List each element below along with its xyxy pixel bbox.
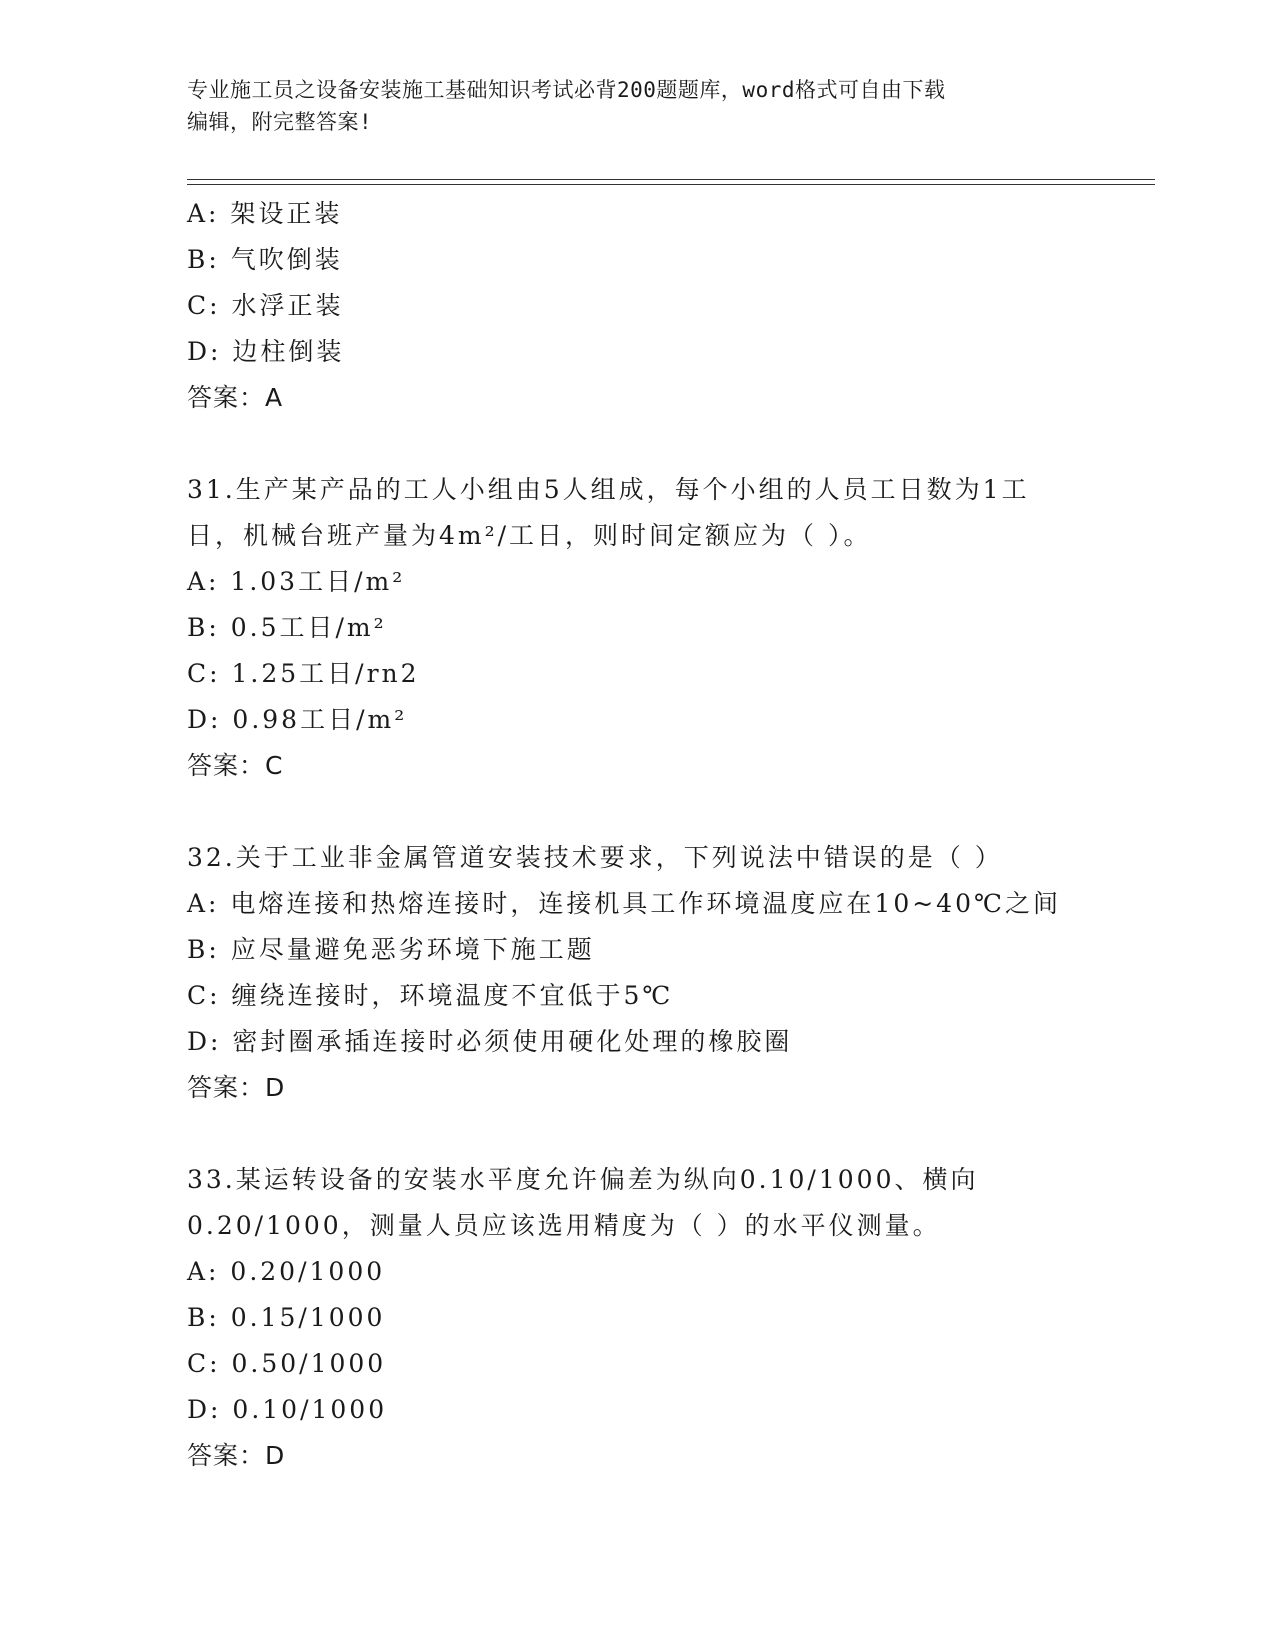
- header-line-2: 编辑，附完整答案!: [187, 110, 373, 134]
- option-b: B: 气吹倒装: [187, 245, 343, 274]
- question-32: [187, 835, 1147, 1111]
- option-a: A: 0.20/1000: [187, 1257, 386, 1286]
- option-a: A: 架设正装: [187, 199, 343, 228]
- answer: 答案：D: [187, 1073, 286, 1102]
- option-d: D: 密封圈承插连接时必须使用硬化处理的橡胶圈: [187, 1027, 793, 1056]
- answer: 答案：C: [187, 751, 284, 780]
- answer: 答案：A: [187, 383, 284, 412]
- spacer: [187, 421, 1147, 467]
- option-c: C: 水浮正装: [187, 291, 344, 320]
- page-header: [187, 74, 1087, 138]
- spacer: [187, 1111, 1147, 1157]
- document-body: [187, 191, 1147, 1479]
- option-b: B: 0.15/1000: [187, 1303, 386, 1332]
- question-stem: 32.关于工业非金属管道安装技术要求，下列说法中错误的是（ ）: [187, 843, 1003, 872]
- option-c: C: 缠绕连接时，环境温度不宜低于5℃: [187, 981, 674, 1010]
- question-30: [187, 191, 1147, 421]
- question-stem-continued: 日，机械台班产量为4m²/工日，则时间定额应为（ ）。: [187, 521, 872, 550]
- header-divider: [187, 179, 1155, 185]
- option-c: C: 0.50/1000: [187, 1349, 387, 1378]
- answer: 答案：D: [187, 1441, 286, 1470]
- option-a: A: 电熔连接和热熔连接时，连接机具工作环境温度应在10~40℃之间: [187, 889, 1061, 918]
- spacer: [187, 789, 1147, 835]
- question-stem-continued: 0.20/1000，测量人员应该选用精度为（ ）的水平仪测量。: [187, 1211, 941, 1240]
- option-d: D: 边柱倒装: [187, 337, 345, 366]
- option-d: D: 0.98工日/m²: [187, 705, 408, 734]
- question-stem: 33.某运转设备的安装水平度允许偏差为纵向0.10/1000、横向: [187, 1165, 979, 1194]
- question-31: [187, 467, 1147, 789]
- option-a: A: 1.03工日/m²: [187, 567, 406, 596]
- question-33: [187, 1157, 1147, 1479]
- option-d: D: 0.10/1000: [187, 1395, 388, 1424]
- option-b: B: 0.5工日/m²: [187, 613, 387, 642]
- option-b: B: 应尽量避免恶劣环境下施工题: [187, 935, 595, 964]
- question-stem: 31.生产某产品的工人小组由5人组成，每个小组的人员工日数为1工: [187, 475, 1030, 504]
- option-c: C: 1.25工日/rn2: [187, 659, 420, 688]
- header-line-1: 专业施工员之设备安装施工基础知识考试必背200题题库，word格式可自由下载: [187, 78, 946, 102]
